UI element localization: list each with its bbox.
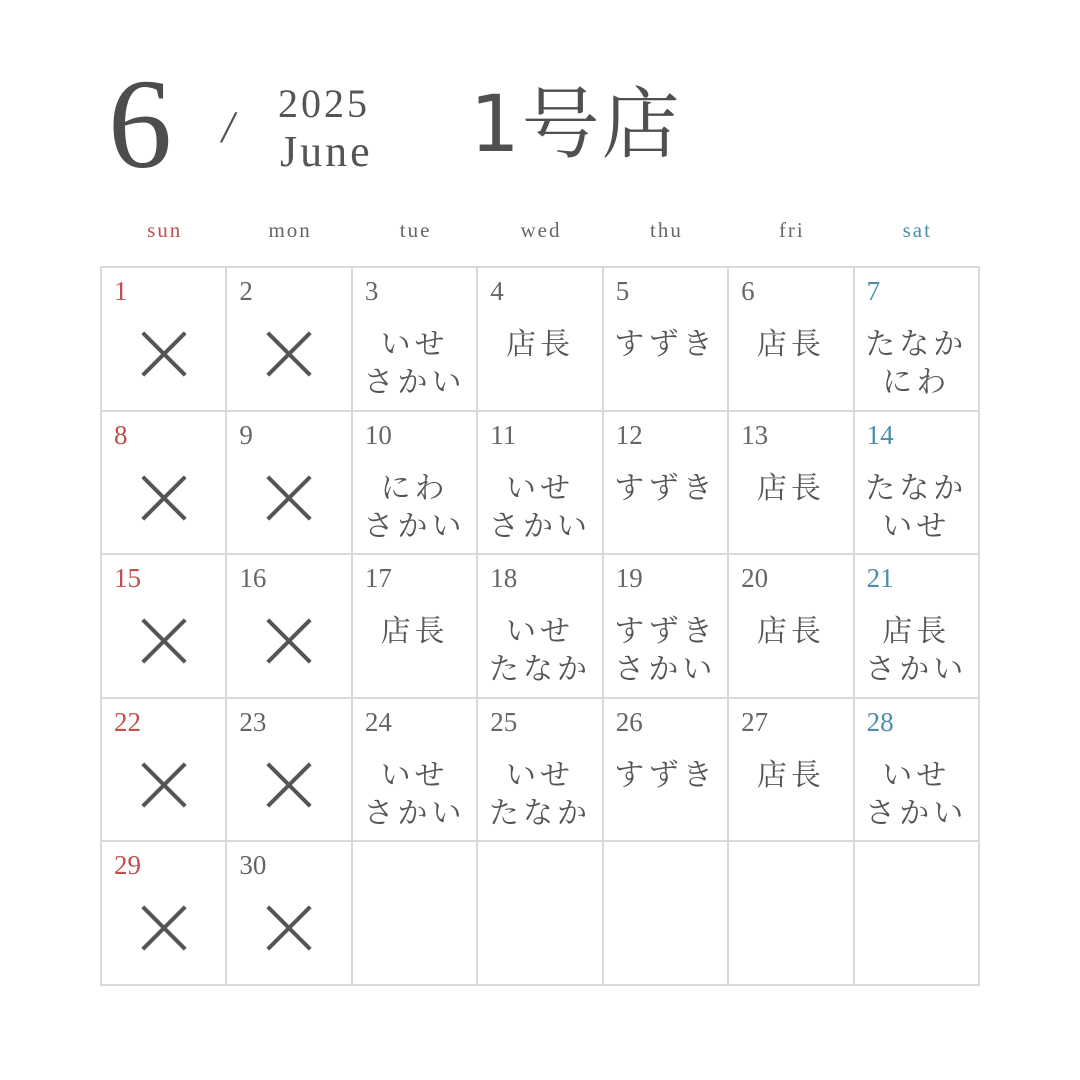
weekday-mon: mon — [268, 218, 312, 242]
calendar-day-cell — [855, 412, 980, 556]
day-number: 30 — [239, 850, 267, 881]
day-number: 22 — [114, 706, 141, 737]
staff-names: たなか にわ — [865, 327, 968, 400]
day-number: 26 — [615, 706, 643, 737]
staff-names: 店長 さかい — [865, 614, 968, 688]
staff-names: 店長 — [756, 757, 825, 793]
day-number: 13 — [741, 419, 769, 450]
x-mark-icon — [140, 904, 188, 952]
day-number: 24 — [364, 706, 392, 737]
calendar-day-cell — [729, 699, 854, 843]
staff-names: すずき さかい — [614, 614, 717, 688]
x-mark-icon — [140, 761, 188, 809]
x-mark-icon — [140, 617, 188, 665]
calendar-day-cell — [729, 412, 854, 556]
calendar-day-cell — [227, 412, 352, 556]
staff-names: すずき — [614, 327, 717, 362]
calendar-day-cell — [604, 412, 729, 556]
calendar-grid — [100, 266, 980, 986]
staff-names: 店長 — [505, 327, 574, 362]
calendar-day-cell — [604, 842, 729, 986]
calendar-day-cell — [855, 555, 980, 699]
day-number: 14 — [866, 419, 894, 450]
weekday-header-row — [102, 218, 980, 248]
day-number: 29 — [114, 850, 141, 881]
staff-names: いせ さかい — [363, 327, 466, 400]
day-number: 4 — [490, 276, 504, 306]
staff-names: すずき — [614, 757, 717, 793]
staff-names: すずき — [614, 470, 717, 506]
day-number: 8 — [114, 419, 128, 450]
month-name-label: June — [280, 127, 373, 176]
x-mark-icon — [265, 330, 313, 378]
day-number: 6 — [741, 276, 755, 306]
calendar-day-cell — [102, 412, 227, 556]
calendar-day-cell — [227, 268, 352, 412]
weekday-sun: sun — [147, 218, 183, 242]
calendar-day-cell — [729, 268, 854, 412]
calendar-day-cell — [604, 268, 729, 412]
weekday-wed: wed — [520, 218, 562, 242]
calendar-day-cell — [478, 842, 603, 986]
day-number: 25 — [490, 706, 518, 737]
calendar-day-cell — [353, 412, 478, 556]
day-number: 17 — [364, 563, 392, 594]
x-mark-icon — [140, 474, 188, 522]
calendar-day-cell — [353, 842, 478, 986]
staff-names: 店長 — [380, 614, 449, 650]
day-number: 11 — [490, 419, 517, 450]
day-number: 16 — [239, 563, 267, 594]
weekday-sat: sat — [902, 218, 932, 242]
calendar-day-cell — [855, 699, 980, 843]
x-mark-icon — [265, 761, 313, 809]
day-number: 1 — [114, 276, 128, 306]
date-separator: / — [218, 100, 239, 155]
calendar-day-cell — [102, 699, 227, 843]
calendar-day-cell — [729, 555, 854, 699]
staff-names: いせ たなか — [488, 757, 591, 831]
weekday-tue: tue — [399, 218, 432, 242]
calendar-day-cell — [478, 555, 603, 699]
x-mark-icon — [265, 904, 313, 952]
staff-names: たなか いせ — [865, 470, 968, 544]
day-number: 3 — [364, 276, 379, 306]
calendar-day-cell — [353, 555, 478, 699]
calendar-day-cell — [102, 842, 227, 986]
day-number: 15 — [114, 563, 141, 594]
day-number: 21 — [866, 563, 894, 594]
weekday-fri: fri — [778, 218, 805, 242]
calendar-day-cell — [855, 842, 980, 986]
calendar-day-cell — [353, 699, 478, 843]
x-mark-icon — [140, 330, 188, 378]
calendar-day-cell — [478, 412, 603, 556]
staff-names: いせ たなか — [488, 614, 591, 688]
day-number: 19 — [615, 563, 643, 594]
calendar-day-cell — [478, 699, 603, 843]
month-number: 6 — [108, 53, 172, 195]
staff-names: いせ さかい — [363, 757, 466, 831]
x-mark-icon — [265, 474, 313, 522]
calendar-day-cell — [227, 842, 352, 986]
calendar-day-cell — [102, 555, 227, 699]
day-number: 5 — [615, 276, 630, 306]
calendar-day-cell — [227, 699, 352, 843]
store-name: 1号店 — [470, 80, 682, 170]
staff-names: 店長 — [756, 470, 825, 506]
staff-names: いせ さかい — [865, 757, 968, 831]
calendar-day-cell — [855, 268, 980, 412]
calendar-day-cell — [729, 842, 854, 986]
staff-names: にわ さかい — [363, 470, 466, 544]
calendar-day-cell — [604, 555, 729, 699]
day-number: 10 — [364, 419, 392, 450]
day-number: 23 — [239, 706, 267, 737]
day-number: 18 — [490, 563, 518, 594]
weekday-thu: thu — [650, 218, 683, 242]
calendar-day-cell — [604, 699, 729, 843]
day-number: 12 — [615, 419, 643, 450]
year-label: 2025 — [278, 81, 370, 126]
day-number: 7 — [866, 276, 881, 306]
staff-names: 店長 — [756, 327, 825, 362]
day-number: 27 — [741, 706, 769, 737]
day-number: 2 — [239, 276, 253, 306]
day-number: 20 — [741, 563, 769, 594]
calendar-day-cell — [102, 268, 227, 412]
staff-names: 店長 — [756, 614, 825, 650]
calendar-day-cell — [227, 555, 352, 699]
day-number: 9 — [239, 419, 253, 450]
x-mark-icon — [265, 617, 313, 665]
calendar-day-cell — [353, 268, 478, 412]
day-number: 28 — [866, 706, 894, 737]
calendar-day-cell — [478, 268, 603, 412]
staff-names: いせ さかい — [488, 470, 591, 544]
